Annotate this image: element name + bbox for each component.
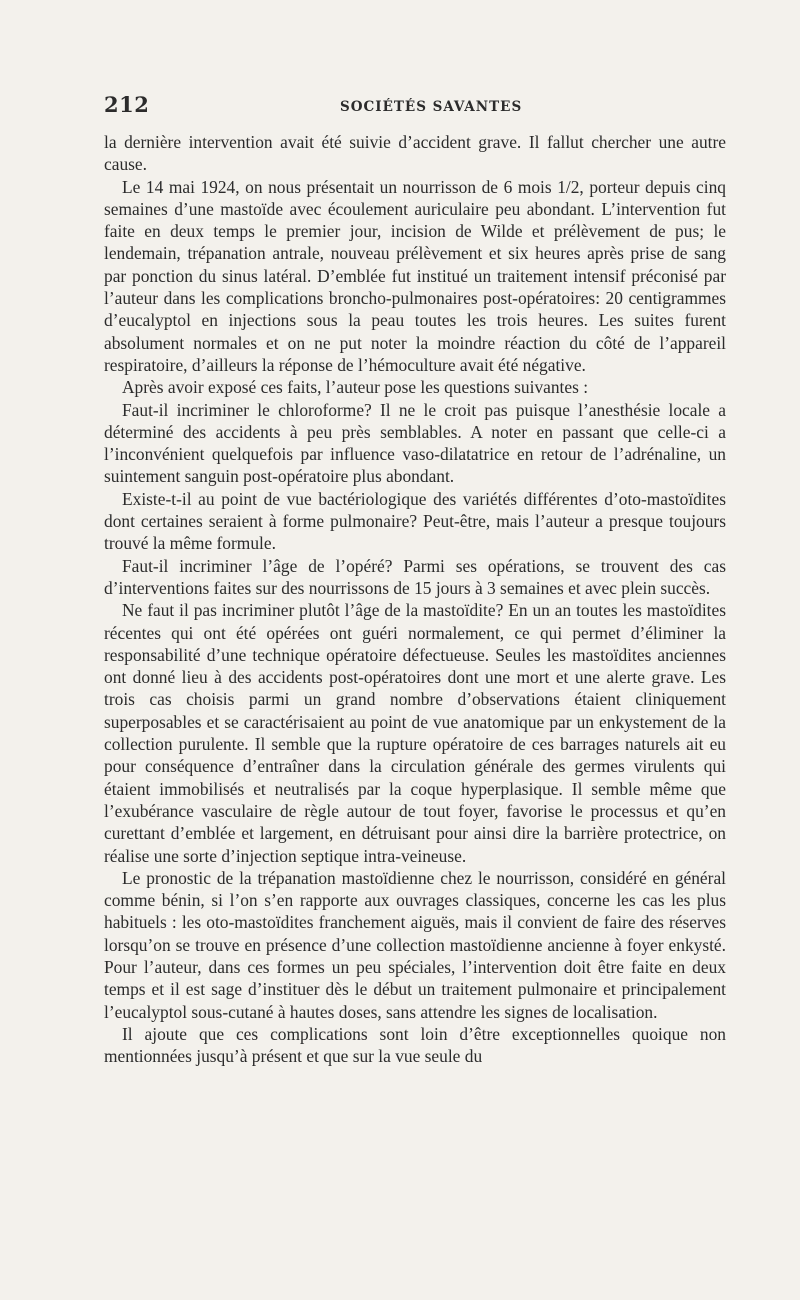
paragraph: Après avoir exposé ces faits, l’auteur pose les questions suivantes : bbox=[122, 377, 589, 398]
page-header bbox=[104, 92, 726, 122]
page-number: 212 bbox=[104, 92, 150, 117]
paragraph: Il ajoute que ces complications sont loin d’être exceptionnelles quoique non mentionnées jusqu’à présent et que sur la vue seule du bbox=[104, 1023, 726, 1067]
paragraph: Faut-il incriminer le chloroforme? Il ne le croit pas puisque l’anesthésie locale a déterminé des accidents à peu près semblables. A noter en passant que celle-ci a l’inconvénient quelquefois par influence vaso-dilatatrice en retour de l’adrénaline, un suintement sanguin post-opératoire plus abondant. bbox=[104, 399, 726, 487]
paragraph: la dernière intervention avait été suivie d’accident grave. Il fallut chercher une autre cause. bbox=[104, 132, 726, 175]
paragraph: Ne faut il pas incriminer plutôt l’âge de la mastoïdite? En un an toutes les mastoïdites récentes qui ont été opérées ont guéri normalement, ce qui permet d’éliminer la responsabilité d’une technique opératoire défectueuse. Seules les mastoïdites anciennes ont donné lieu à des accidents post-opératoires dont une mort et une alerte grave. Les trois cas choisis parmi un grand nombre d’observations étaient cliniquement superposables et se caractérisaient au point de vue anatomique par un enkystement de la collection purulente. Il semble que la rupture opératoire de ces barrages naturels ait eu pour conséquence d’entraîner dans la circulation générale des germes virulents qui étaient immobilisés et neutralisés par la coque hyperplasique. Il semble même que l’exubérance vasculaire de règle autour de tout foyer, favorise le processus et qu’en curettant d’emblée et largement, en détruisant pour ainsi dire la barrière protectrice, on réalise une sorte d’injection septique intra-veineuse. bbox=[104, 600, 726, 866]
paragraph: Le pronostic de la trépanation mastoïdienne chez le nourrisson, considéré en général comme bénin, si l’on s’en rapporte aux ouvrages classiques, concerne les cas les plus habituels : les oto-mastoïdites franchement aiguës, mais il convient de faire des réserves lorsqu’on se trouve en présence d’une collection mastoïdienne ancienne à foyer enkysté. Pour l’auteur, dans ces formes un peu spéciales, l’intervention doit être faite en deux temps et il est sage d’instituer dès le début un traitement pulmonaire et principalement l’eucalyptol sous-cutané à hautes doses, sans attendre les signes de localisation. bbox=[104, 867, 726, 1022]
paragraph: Faut-il incriminer l’âge de l’opéré? Parmi ses opérations, se trouvent des cas d’interventions faites sur des nourrissons de 15 jours à 3 semaines et avec plein succès. bbox=[104, 555, 726, 598]
running-title: SOCIÉTÉS SAVANTES bbox=[340, 99, 523, 115]
paragraph: Existe-t-il au point de vue bactériologique des variétés différentes d’oto-mastoïdites dont certaines seraient à forme pulmonaire? Peut-être, mais l’auteur a presque toujours trouvé la même formule. bbox=[104, 488, 726, 554]
paragraph: Le 14 mai 1924, on nous présentait un nourrisson de 6 mois 1/2, porteur depuis cinq semaines d’une mastoïde avec écoulement auriculaire peu abondant. L’intervention fut faite en deux temps le premier jour, incision de Wilde et prélèvement de pus; le lendemain, trépanation antrale, nouveau prélèvement et six heures après prise de sang par ponction du sinus latéral. D’emblée fut institué un traitement intensif préconisé par l’auteur dans les complications broncho-pulmonaires post-opératoires: 20 centigrammes d’eucalyptol en injections sous la peau toutes les trois heures. Les suites furent absolument normales et on ne put noter la moindre réaction du côté de l’appareil respiratoire, d’ailleurs la réponse de l’hémoculture avait été négative. bbox=[104, 176, 726, 375]
body-text bbox=[104, 131, 726, 1067]
